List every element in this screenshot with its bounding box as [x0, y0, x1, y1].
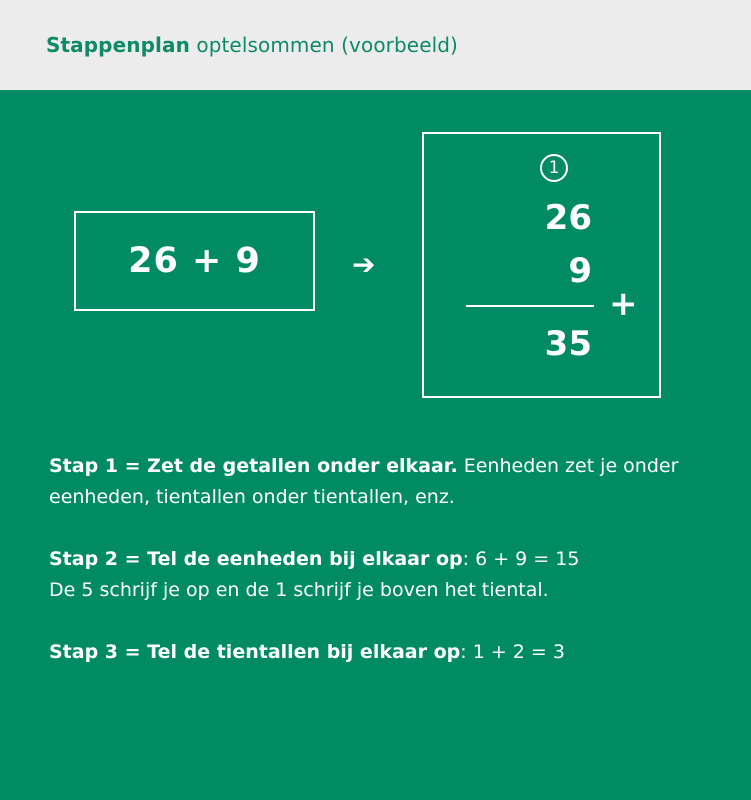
step-1-bold: Stap 1 = Zet de getallen onder elkaar. [49, 455, 458, 477]
equation-text: 26 + 9 [128, 241, 261, 281]
carry-digit [540, 154, 568, 182]
plus-operator: + [609, 284, 638, 324]
title-bold: Stappenplan [46, 33, 190, 57]
result-number: 35 [544, 324, 592, 364]
steps-list [49, 451, 719, 699]
step-2-bold: Stap 2 = Tel de eenheden bij elkaar op [49, 548, 463, 570]
step-1 [49, 451, 719, 513]
sum-line [466, 305, 594, 307]
step-3-text: : 1 + 2 = 3 [460, 641, 565, 663]
title-rest: optelsommen (voorbeeld) [189, 33, 458, 57]
equation-box [74, 211, 315, 311]
carry-value: 1 [548, 158, 560, 178]
step-2-text: : 6 + 9 = 15 [462, 548, 580, 570]
step-3-bold: Stap 3 = Tel de tientallen bij elkaar op [49, 641, 461, 663]
page-title [46, 33, 458, 57]
step-1-text: Eenheden zet je onder eenheden, tientallen onder tientallen, enz. [49, 455, 679, 508]
top-number: 26 [544, 198, 592, 238]
second-number: 9 [568, 251, 592, 291]
step-3 [49, 637, 719, 668]
step-2 [49, 544, 719, 606]
header [0, 0, 751, 90]
main-panel [0, 90, 751, 800]
step-2-text-2: De 5 schrijf je op en de 1 schrijf je boven het tiental. [49, 579, 549, 601]
arrow-right-icon: ➔ [352, 248, 376, 281]
